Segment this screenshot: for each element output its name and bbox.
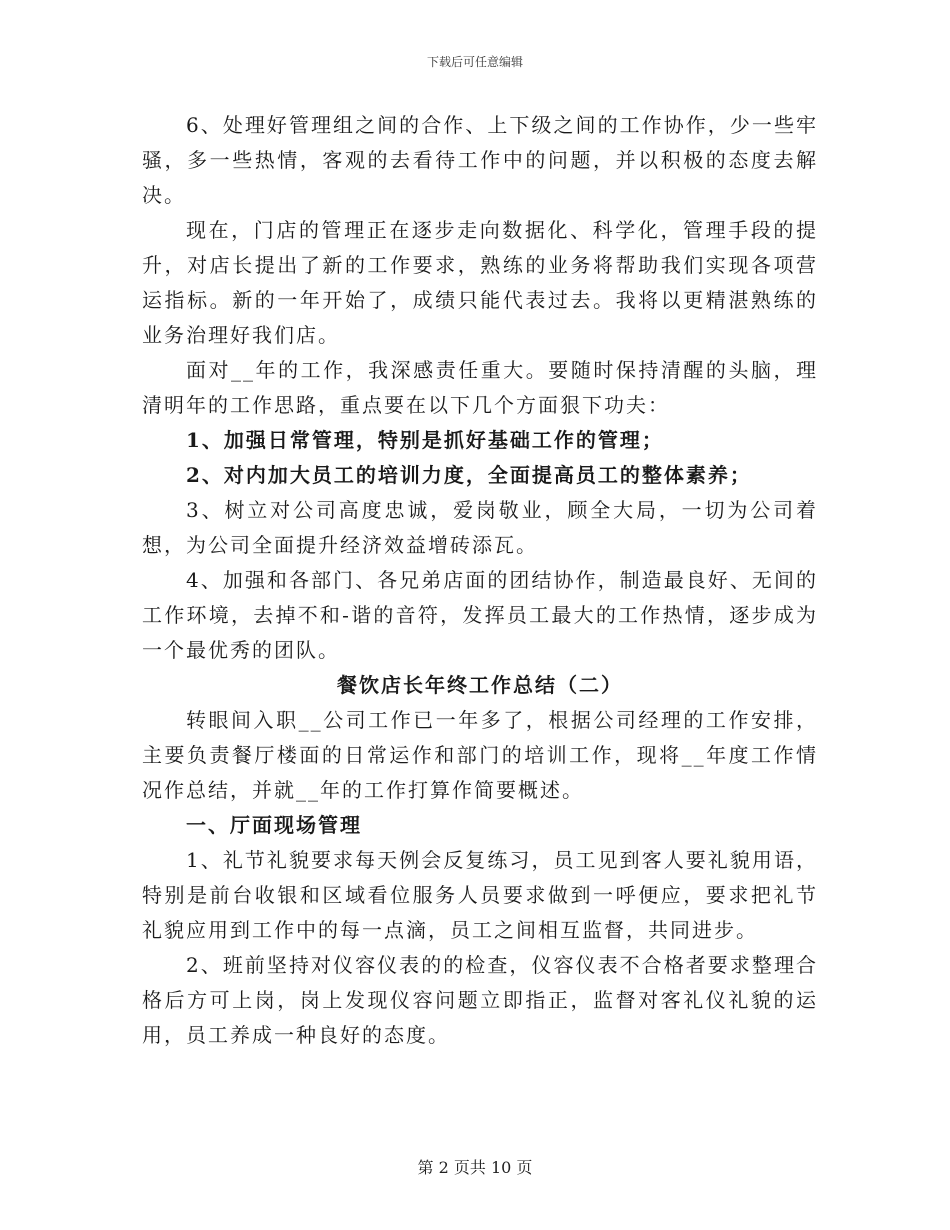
page-header: 下载后可任意编辑 (426, 55, 523, 69)
bold-paragraph: 1、加强日常管理，特别是抓好基础工作的管理； (186, 428, 664, 452)
paragraph: 现在，门店的管理正在逐步走向数据化、科学化，管理手段的提升，对店长提出了新的工作要求，熟练的业务将帮助我们实现各项营运指标。新的一年开始了，成绩只能代表过去。我将以更精湛熟练的业务治理好我们店。 (142, 218, 818, 347)
paragraph: 转眼间入职__公司工作已一年多了，根据公司经理的工作安排，主要负责餐厅楼面的日常运作和部门的培训工作，现将__年度工作情况作总结，并就__年的工作打算作简要概述。 (142, 708, 818, 802)
document-body (142, 108, 818, 1053)
page-footer: 第 2 页共 10 页 (417, 1158, 533, 1177)
section-title: 餐饮店长年终工作总结（二） (337, 673, 623, 697)
bold-paragraph: 2、对内加大员工的培训力度，全面提高员工的整体素养； (186, 463, 752, 487)
paragraph: 3、树立对公司高度忠诚，爱岗敬业，顾全大局，一切为公司着想，为公司全面提升经济效益增砖添瓦。 (142, 498, 818, 557)
paragraph: 面对__年的工作，我深感责任重大。要随时保持清醒的头脑，理清明年的工作思路，重点要在以下几个方面狠下功夫： (142, 358, 818, 417)
paragraph: 6、处理好管理组之间的合作、上下级之间的工作协作，少一些牢骚，多一些热情，客观的去看待工作中的问题，并以积极的态度去解决。 (142, 113, 818, 207)
paragraph: 2、班前坚持对仪容仪表的的检查，仪容仪表不合格者要求整理合格后方可上岗，岗上发现仪容问题立即指正，监督对客礼仪礼貌的运用，员工养成一种良好的态度。 (142, 953, 818, 1047)
subheading: 一、厅面现场管理 (186, 813, 362, 837)
paragraph: 1、礼节礼貌要求每天例会反复练习，员工见到客人要礼貌用语，特别是前台收银和区域看位服务人员要求做到一呼便应，要求把礼节礼貌应用到工作中的每一点滴，员工之间相互监督，共同进步。 (142, 848, 818, 942)
paragraph: 4、加强和各部门、各兄弟店面的团结协作，制造最良好、无间的工作环境，去掉不和-谐的音符，发挥员工最大的工作热情，逐步成为一个最优秀的团队。 (142, 568, 818, 662)
